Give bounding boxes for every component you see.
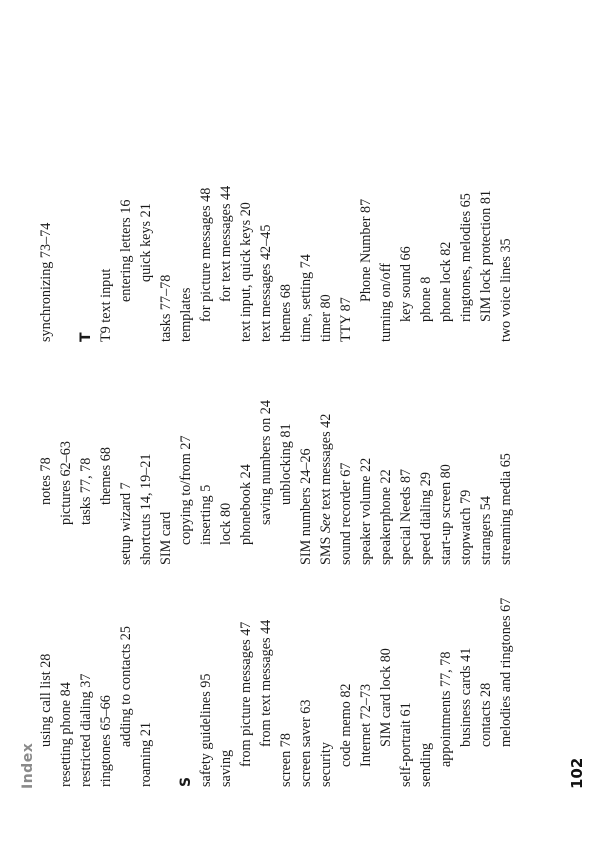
index-entry: TTY 87 <box>338 297 354 342</box>
index-entry: timer 80 <box>318 294 334 342</box>
index-entry: sound recorder 67 <box>338 462 354 565</box>
index-entry: SIM lock protection 81 <box>478 189 494 322</box>
index-entry: copying to/from 27 <box>178 435 194 545</box>
index-entry: lock 80 <box>218 502 234 545</box>
index-entry: Phone Number 87 <box>358 198 374 302</box>
index-entry: text messages 42–45 <box>258 224 274 342</box>
index-entry: special Needs 87 <box>398 468 414 565</box>
index-column-2 <box>36 355 516 565</box>
index-entry: streaming media 65 <box>498 453 514 565</box>
index-entry: speakerphone 22 <box>378 469 394 565</box>
index-entry: appointments 77, 78 <box>438 651 454 767</box>
index-entry <box>316 355 336 565</box>
index-column-3 <box>36 132 516 342</box>
index-entry: adding to contacts 25 <box>118 626 134 747</box>
page-number: 102 <box>568 757 586 789</box>
index-entry: SIM card <box>158 511 174 565</box>
index-entry: security <box>318 742 334 787</box>
index-entry: time, setting 74 <box>298 254 314 342</box>
index-entry: turning on/off <box>378 263 394 342</box>
section-letter: T <box>78 332 94 342</box>
index-entry: entering letters 16 <box>118 199 134 302</box>
index-entry: screen 78 <box>278 733 294 787</box>
index-entry: SIM card lock 80 <box>378 648 394 747</box>
index-entry: shortcuts 14, 19–21 <box>138 453 154 565</box>
index-entry: strangers 54 <box>478 496 494 565</box>
index-entry: phone 8 <box>418 276 434 322</box>
index-entry: start-up screen 80 <box>438 464 454 565</box>
index-entry: themes 68 <box>98 447 114 505</box>
index-entry: Internet 72–73 <box>358 683 374 767</box>
index-entry: quick keys 21 <box>138 203 154 282</box>
index-entry: setup wizard 7 <box>118 482 134 565</box>
index-entry: for text messages 44 <box>218 185 234 302</box>
index-entry: unblocking 81 <box>278 423 294 505</box>
index-entry: saving <box>218 749 234 787</box>
index-entry: tasks 77, 78 <box>78 457 94 525</box>
index-entry: from text messages 44 <box>258 619 274 747</box>
index-entry: SIM numbers 24–26 <box>298 448 314 565</box>
index-entry: templates <box>178 287 194 342</box>
index-entry: using call list 28 <box>38 653 54 747</box>
index-entry: speed dialing 29 <box>418 472 434 565</box>
index-entry: from picture messages 47 <box>238 621 254 767</box>
index-entry: code memo 82 <box>338 683 354 767</box>
index-entry: restricted dialing 37 <box>78 673 94 787</box>
index-entry: saving numbers on 24 <box>258 400 274 525</box>
index-entry: melodies and ringtones 67 <box>498 597 514 747</box>
index-entry: sending <box>418 742 434 787</box>
index-entry: notes 78 <box>38 457 54 505</box>
index-entry: tasks 77–78 <box>158 274 174 342</box>
page-header: Index <box>20 742 36 789</box>
index-entry: phone lock 82 <box>438 241 454 322</box>
index-entry: inserting 5 <box>198 484 214 545</box>
index-entry: phonebook 24 <box>238 464 254 545</box>
index-entry: text input, quick keys 20 <box>238 202 254 342</box>
index-entry: themes 68 <box>278 284 294 342</box>
index-entry: resetting phone 84 <box>58 682 74 787</box>
index-entry: speaker volume 22 <box>358 457 374 565</box>
index-entry: self-portrait 61 <box>398 702 414 787</box>
index-entry: roaming 21 <box>138 721 154 787</box>
entry-text: SMS <box>318 533 334 565</box>
index-entry: screen saver 63 <box>298 699 314 787</box>
index-entry: key sound 66 <box>398 246 414 322</box>
index-entry: T9 text input <box>98 268 114 342</box>
index-entry: safety guidelines 95 <box>198 673 214 787</box>
section-letter: S <box>178 776 194 787</box>
spacer <box>56 132 76 342</box>
index-entry: stopwatch 79 <box>458 489 474 565</box>
index-entry: contacts 28 <box>478 682 494 747</box>
spacer <box>156 577 176 787</box>
index-column-1 <box>36 577 516 787</box>
index-entry: for picture messages 48 <box>198 187 214 322</box>
entry-text: text messages 42 <box>318 413 334 514</box>
index-entry: synchronizing 73–74 <box>38 222 54 342</box>
see-reference: See <box>318 513 334 534</box>
index-entry: ringtones, melodies 65 <box>458 193 474 322</box>
index-entry: ringtones 65–66 <box>98 695 114 787</box>
index-entry: two voice lines 35 <box>498 238 514 342</box>
index-entry: pictures 62–63 <box>58 441 74 525</box>
index-entry: business cards 41 <box>458 647 474 747</box>
